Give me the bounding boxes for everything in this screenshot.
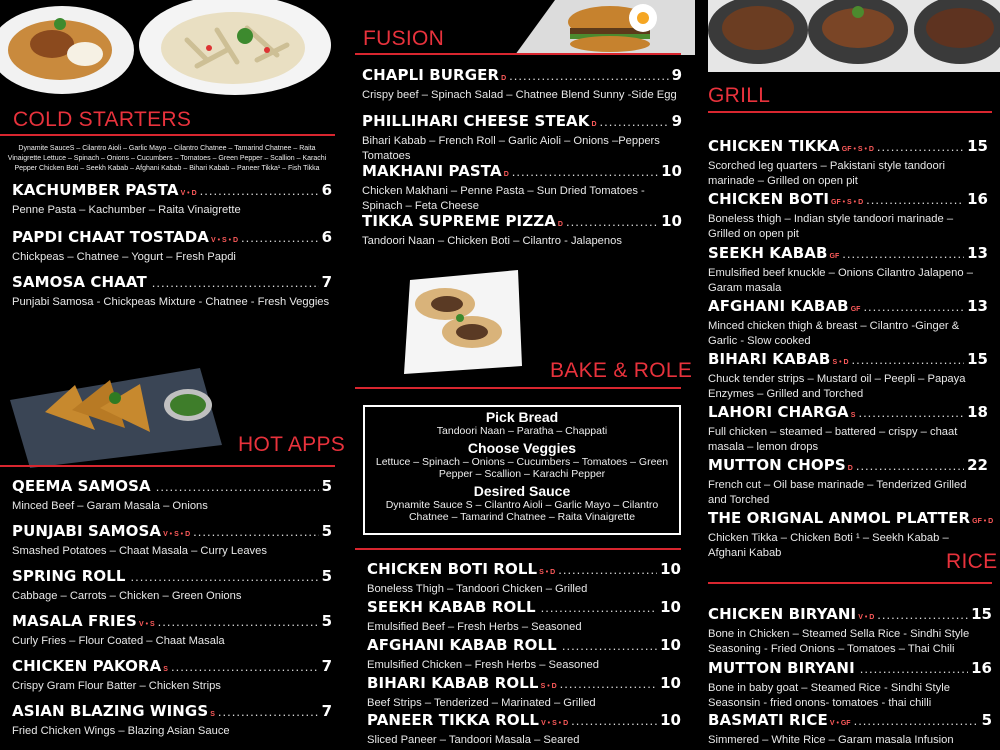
menu-item-description: Cabbage – Carrots – Chicken – Green Onions [12,590,242,602]
menu-item-row [367,674,681,692]
menu-item-name: AFGHANI KABAB ROLL [367,636,557,654]
menu-item-description: Bone in Chicken – Steamed Sella Rice - Sindhi Style Seasoning - Fried Onions – Tomatoes – Thai Chili [708,628,970,655]
menu-item-name: MUTTON CHOPS [708,456,846,474]
menu-item-description: Punjabi Samosa - Chickpeas Mixture - Chatnee - Fresh Veggies [12,296,330,308]
box-title-veggies: Choose Veggies [467,440,577,456]
dot-leader [193,524,318,539]
menu-item-diet-tags: GF • S • D [831,199,864,206]
menu-item-price: 5 [981,711,992,729]
menu-item-name: BIHARI KABAB ROLL [367,674,539,692]
section-title-hot-apps: HOT APPS [238,433,346,456]
dot-leader [863,299,964,314]
menu-item-name: PHILLIHARI CHEESE STEAK [362,112,590,130]
menu-item [708,659,992,711]
menu-item-name: SPRING ROLL [12,567,126,585]
menu-item-price: 15 [967,137,988,155]
dot-leader [877,139,964,154]
menu-item-name: SEEKH KABAB ROLL [367,598,536,616]
menu-item-diet-tags: S [850,412,856,419]
menu-item [708,711,992,748]
menu-item-price: 7 [321,657,332,675]
menu-item-price: 15 [967,350,988,368]
menu-item-description: Bone in baby goat – Steamed Rice - Sindhi Style Seasonsin - fried onons- tomatoes - thai chilli [708,682,950,709]
section-title-grill: GRILL [708,84,771,107]
section-rule-fusion [355,53,681,55]
menu-item-diet-tags: S • D [539,569,556,576]
menu-item-row [708,605,992,623]
menu-item-name: ASIAN BLAZING WINGS [12,702,209,720]
menu-item [12,522,332,559]
menu-item-row [12,657,332,675]
menu-item-price: 6 [321,228,332,246]
box-title-sauce: Desired Sauce [473,483,571,499]
menu-item-price: 9 [671,112,682,130]
section-title-rice: RICE [946,550,998,573]
menu-item [12,657,332,694]
menu-item-description: Curly Fries – Flour Coated – Chaat Masala [12,635,225,647]
menu-item-price: 7 [321,702,332,720]
menu-item-row [708,456,988,474]
menu-item-name: MUTTON BIRYANI [708,659,855,677]
menu-item-price: 15 [971,605,992,623]
dot-leader [562,638,657,653]
menu-item-row [12,522,332,540]
menu-item-name: CHICKEN BOTI [708,190,829,208]
menu-item-description: Boneless thigh – Indian style tandoori marinade – Grilled on open pit [708,213,954,240]
menu-item-price: 10 [661,162,682,180]
dot-leader [152,275,319,290]
menu-item [708,190,988,242]
menu-item [708,403,988,455]
menu-item-price: 18 [967,403,988,421]
section-title-bake-role: BAKE & ROLE [550,359,693,382]
menu-item-description: Bihari Kabab – French Roll – Garlic Aioli – Onions –Peppers Tomatoes [362,135,660,162]
photo-grill-plates [708,0,1000,72]
menu-item [12,273,332,310]
box-text-bread: Tandoori Naan – Paratha – Chappati [436,425,608,437]
menu-item-row [708,350,988,368]
menu-item-name: CHICKEN TIKKA [708,137,840,155]
menu-item-diet-tags: GF [829,253,840,260]
menu-item-diet-tags: S [163,666,168,673]
dot-leader [158,614,319,629]
cold-starters-note: Dynamite SauceS – Cilantro Aioli – Garlic Mayo – Cilantro Chatnee – Tamarind Chatnee – Raita Vinaigrette Lettuce – Spinach – Onions – Cucumbers – Tomatoes – Green Pepper – Scallion – Karachi Pepper Chicken Boti – Seekh Kabab – Afghani Kabab – Bihari Kabab – Paneer Tikka¹ – Fish Tikka [7,145,327,172]
menu-item-description: Minced chicken thigh & breast – Cilantro -Ginger & Garlic - Slow cooked [708,320,960,347]
menu-item-description: Chuck tender strips – Mustard oil – Peepli – Papaya Enzymes – Grilled and Torched [708,373,966,400]
menu-item-price: 5 [321,522,332,540]
menu-item-diet-tags: GF • S • D [841,146,874,153]
menu-item-price: 7 [321,273,332,291]
menu-item [367,598,681,635]
photo-samosa-platter [0,350,225,470]
menu-item [12,567,332,604]
menu-item-price: 10 [660,636,681,654]
menu-item-row [708,403,988,421]
menu-item-price: 9 [671,66,682,84]
dot-leader [858,405,964,420]
menu-item-row [12,567,332,585]
menu-item-description: Emulsified beef knuckle – Onions Cilantro Jalapeno – Garam masala [708,267,973,294]
menu-item-diet-tags: S [210,711,215,718]
menu-item-name: THE ORIGNAL ANMOL PLATTER [708,509,971,527]
menu-item-diet-tags: V • D [180,190,197,197]
menu-item-price: 5 [321,612,332,630]
menu-item-name: BASMATI RICE [708,711,828,729]
menu-item-description: Sliced Paneer – Tandoori Masala – Seared [367,734,580,746]
menu-item-row [708,659,992,677]
menu-item-row [708,190,988,208]
dot-leader [852,352,965,367]
section-rule-grill [708,111,992,113]
menu-item-name: PANEER TIKKA ROLL [367,711,540,729]
section-rule-hot-apps [0,465,335,467]
menu-item-diet-tags: D [557,221,563,228]
menu-item-diet-tags: S • D [832,359,849,366]
menu-item-description: Full chicken – steamed – battered – crispy – chaat masala – lemon drops [708,426,958,453]
menu-item-diet-tags: V • S [138,621,155,628]
menu-item-row [12,612,332,630]
menu-item-diet-tags: V • GF [829,720,851,727]
menu-item-price: 10 [660,560,681,578]
dot-leader [131,569,319,584]
dot-leader [856,458,964,473]
menu-item-description: Boneless Thigh – Tandoori Chicken – Grilled [367,583,588,595]
menu-item-diet-tags: D [501,75,507,82]
menu-item-row [12,702,332,720]
menu-item [12,477,332,514]
menu-item-name: CHICKEN PAKORA [12,657,162,675]
menu-item-diet-tags: V • D [858,614,875,621]
menu-item-price: 6 [321,181,332,199]
dot-leader [571,713,657,728]
menu-item-name: MASALA FRIES [12,612,137,630]
box-title-bread: Pick Bread [485,409,559,425]
menu-item-price: 16 [967,190,988,208]
menu-item-row [367,636,681,654]
menu-item-row [708,244,988,262]
menu-item-name: PAPDI CHAAT TOSTADA [12,228,209,246]
menu-item-row [367,598,681,616]
menu-item-diet-tags: V • S • D [210,237,239,244]
menu-item-description: Tandoori Naan – Chicken Boti – Cilantro - Jalapenos [362,235,622,247]
section-rule-rolls [355,548,681,550]
menu-item-name: AFGHANI KABAB [708,297,849,315]
menu-item-description: Beef Strips – Tenderized – Marinated – Grilled [367,697,596,709]
menu-item-price: 10 [661,212,682,230]
dot-leader [218,704,319,719]
menu-item [708,456,988,508]
menu-item-description: Chickpeas – Chatnee – Yogurt – Fresh Papdi [12,251,236,263]
menu-item-row [12,228,332,246]
menu-item-description: Chicken Tikka – Chicken Boti ¹ – Seekh Kabab – Afghani Kabab [708,532,949,559]
menu-item [708,350,988,402]
menu-item-diet-tags: V • S • D [541,720,569,727]
menu-item-diet-tags: D [591,121,597,128]
menu-item-description: Chicken Makhani – Penne Pasta – Sun Dried Tomatoes - Spinach – Feta Cheese [362,185,645,212]
menu-item-description: Emulsified Chicken – Fresh Herbs – Seasoned [367,659,599,671]
menu-item [362,66,682,103]
menu-item-row [708,137,988,155]
photo-pasta-plate [137,0,335,98]
dot-leader [200,183,319,198]
menu-item-name: SAMOSA CHAAT [12,273,147,291]
menu-item-diet-tags: D [847,465,853,472]
dot-leader [558,562,657,577]
dot-leader [854,713,979,728]
menu-item [12,702,332,739]
section-rule-bake-role [355,387,681,389]
menu-item [12,228,332,265]
menu-item-name: LAHORI CHARGA [708,403,849,421]
menu-item-row [362,162,682,180]
menu-item [12,612,332,649]
menu-item-description: French cut – Oil base marinade – Tenderized Grilled and Torched [708,479,967,506]
menu-item-row [362,66,682,84]
menu-item-name: MAKHANI PASTA [362,162,502,180]
menu-item-description: Scorched leg quarters – Pakistani style tandoori marinade – Grilled on open pit [708,160,945,187]
menu-item [367,674,681,711]
dot-leader [877,607,968,622]
menu-item-name: QEEMA SAMOSA [12,477,151,495]
menu-item-description: Smashed Potatoes – Chaat Masala – Curry Leaves [12,545,267,557]
menu-item-price: 10 [660,598,681,616]
menu-item-description: Minced Beef – Garam Masala – Onions [12,500,208,512]
column-right [700,0,1000,750]
menu-item [362,162,682,214]
dot-leader [600,114,669,129]
menu-item-price: 10 [660,711,681,729]
menu-item [362,112,682,164]
menu-item-description: Crispy beef – Spinach Salad – Chatnee Blend Sunny -Side Egg [362,89,677,101]
menu-item [367,560,681,597]
menu-item-description: Fried Chicken Wings – Blazing Asian Sauce [12,725,230,737]
menu-item-name: CHICKEN BIRYANI [708,605,857,623]
section-title-fusion: FUSION [363,27,445,50]
menu-item-price: 5 [321,477,332,495]
dot-leader [509,68,668,83]
menu-item-diet-tags: D [503,171,509,178]
menu-item-row [12,273,332,291]
menu-item-name: SEEKH KABAB [708,244,828,262]
menu-item-description: Penne Pasta – Kachumber – Raita Vinaigrette [12,204,241,216]
build-your-roll-box [363,405,681,535]
menu-item-description: Crispy Gram Flour Batter – Chicken Strips [12,680,221,692]
menu-item [708,605,992,657]
menu-item-price: 13 [967,297,988,315]
menu-item-row [362,112,682,130]
menu-item [362,212,682,249]
menu-item [708,244,988,296]
photo-chaat-plate [0,0,135,98]
menu-item-name: CHICKEN BOTI ROLL [367,560,538,578]
menu-item [12,181,332,218]
menu-item-row [12,477,332,495]
section-rule-rice [708,582,992,584]
dot-leader [566,214,658,229]
menu-item-description: Simmered – White Rice – Garam masala Infusion [708,734,954,746]
dot-leader [866,192,964,207]
dot-leader [156,479,319,494]
menu-item-name: BIHARI KABAB [708,350,831,368]
menu-item-price: 13 [967,244,988,262]
menu-item-price: 5 [321,567,332,585]
photo-wrap-roll [400,268,525,378]
dot-leader [541,600,657,615]
menu-item [367,636,681,673]
menu-item-row [708,297,988,315]
menu-item-diet-tags: GF • D [972,518,994,525]
dot-leader [842,246,964,261]
menu-item-diet-tags: GF [850,306,861,313]
dot-leader [860,661,968,676]
menu-item [708,297,988,349]
menu-item-diet-tags: S • D [540,683,557,690]
menu-item-row [708,711,992,729]
menu-item-row [367,560,681,578]
menu-item-name: TIKKA SUPREME PIZZA [362,212,556,230]
column-middle [355,0,695,750]
box-text-sauce: Dynamite Sauce S – Cilantro Aioli – Garlic Mayo – Cilantro Chatnee – Tamarind Chatnee – Raita Vinaigrette [385,499,659,523]
section-rule-cold-starters [0,134,335,136]
menu-item-row [362,212,682,230]
photo-burger [515,0,695,55]
menu-item [708,137,988,189]
dot-leader [241,230,319,245]
menu-item-price: 16 [971,659,992,677]
menu-item-name: KACHUMBER PASTA [12,181,179,199]
menu-item [367,711,681,748]
menu-item-name: PUNJABI SAMOSA [12,522,162,540]
menu-item-description: Emulsified Beef – Fresh Herbs – Seasoned [367,621,582,633]
menu-item-row [708,509,994,527]
dot-leader [560,676,657,691]
menu-item-diet-tags: V • S • D [163,531,191,538]
menu-item-price: 10 [660,674,681,692]
dot-leader [171,659,319,674]
box-text-veggies: Lettuce – Spinach – Onions – Cucumbers – Tomatoes – Green Pepper – Scallion – Karachi Pepper [375,456,669,480]
menu-item-name: CHAPLI BURGER [362,66,500,84]
section-title-cold-starters: COLD STARTERS [13,108,192,131]
column-left [0,0,346,750]
menu-item-price: 22 [967,456,988,474]
dot-leader [512,164,658,179]
menu-item-row [12,181,332,199]
menu-item-row [367,711,681,729]
